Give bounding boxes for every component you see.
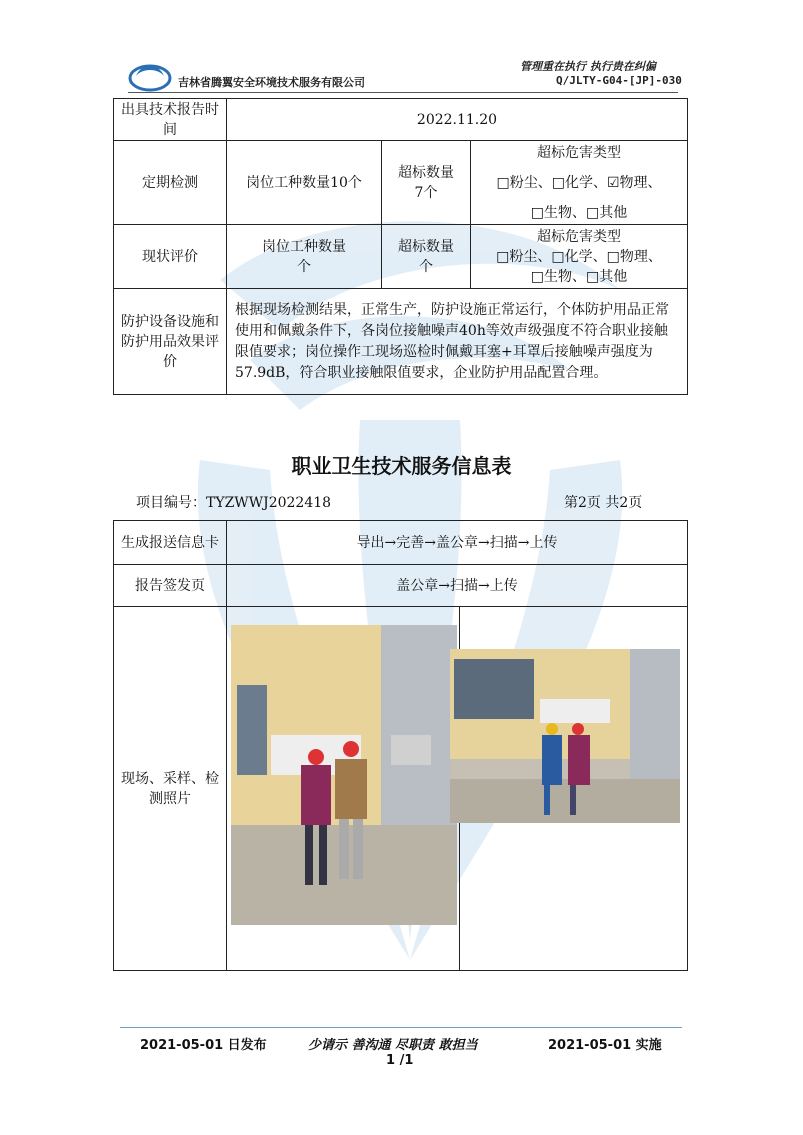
implement-date: 2021-05-01 实施 [548,1038,662,1053]
status-hazard-line1: □粉尘、□化学、□物理、 [496,248,662,265]
report-time-value: 2022.11.20 [227,99,688,141]
card-value: 导出→完善→盖公章→扫描→上传 [227,521,688,565]
evaluation-table [113,98,688,395]
periodic-hazard [471,141,688,225]
protection-label: 防护设备设施和防护用品效果评价 [114,289,227,395]
card-label: 生成报送信息卡 [114,521,227,565]
header-divider [128,92,678,93]
protection-text: 根据现场检测结果，正常生产，防护设施正常运行，个体防护用品正常使用和佩戴条件下，各岗位接触噪声40h等效声级强度不符合职业接触限值要求；岗位操作工现场巡检时佩戴耳塞+耳罩后接触噪声强度为57.9dB，符合职业接触限值要求，企业防护用品配置合理。 [227,289,688,395]
sign-value: 盖公章→扫描→上传 [227,565,688,607]
status-exceed-value: 个 [419,258,433,275]
service-info-table [113,520,688,971]
site-photo-2 [450,649,680,823]
status-hazard-line2: □生物、□其他 [530,268,628,285]
status-exceed-label: 超标数量 [398,238,454,255]
periodic-exceed-label: 超标数量 [398,164,454,181]
status-hazard-title: 超标危害类型 [537,228,621,245]
project-number: 项目编号：TYZWWJ2022418 [136,495,332,511]
photo-cell-1 [227,607,460,971]
document-code: Q/JLTY-G04-[JP]-030 [556,74,682,87]
report-time-label: 出具技术报告时间 [114,99,227,141]
periodic-label: 定期检测 [114,141,227,225]
header-slogan: 管理重在执行 执行贵在纠偏 [520,60,656,73]
periodic-hazard-line2: □生物、□其他 [530,204,628,221]
site-photo-1 [231,625,457,925]
company-name: 吉林省腾翼安全环境技术服务有限公司 [178,76,365,89]
status-positions-line1: 岗位工种数量 [262,238,346,255]
status-positions [227,225,382,289]
footer-divider [120,1027,682,1028]
status-exceed [382,225,471,289]
periodic-hazard-title: 超标危害类型 [537,144,621,161]
periodic-positions: 岗位工种数量10个 [227,141,382,225]
status-hazard [471,225,688,289]
page-title: 职业卫生技术服务信息表 [291,454,512,478]
issue-date: 2021-05-01 日发布 [140,1038,267,1053]
photo-cell-2 [460,607,688,971]
periodic-exceed [382,141,471,225]
periodic-hazard-line1: □粉尘、□化学、☑物理、 [496,174,662,191]
sign-label: 报告签发页 [114,565,227,607]
status-label: 现状评价 [114,225,227,289]
page-number: 1 /1 [386,1053,414,1068]
status-positions-line2: 个 [297,258,311,275]
photo-label: 现场、采样、检测照片 [114,607,227,971]
footer-motto: 少请示 善沟通 尽职责 敢担当 [308,1038,478,1053]
company-logo [128,56,172,92]
page-info: 第2页 共2页 [564,495,643,511]
periodic-exceed-value: 7个 [414,184,438,201]
